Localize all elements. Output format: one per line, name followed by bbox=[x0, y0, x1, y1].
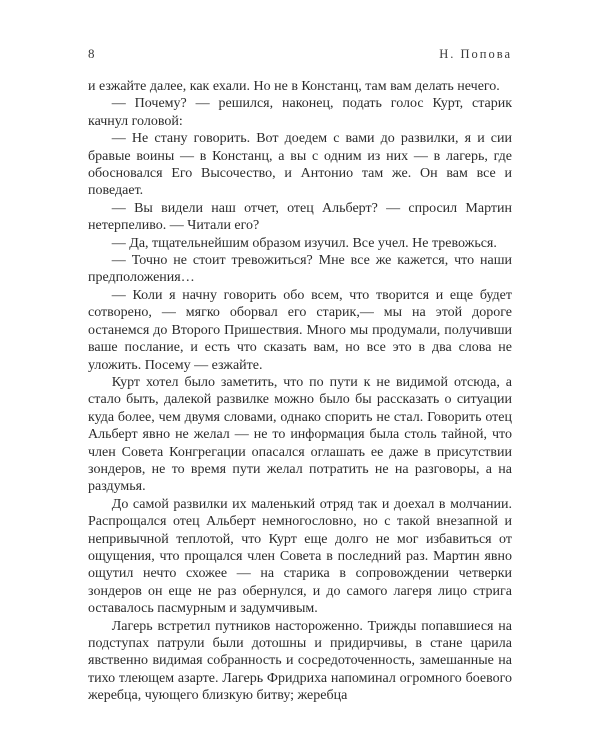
paragraph: — Да, тщательнейшим образом изучил. Все учел. Не тревожься. bbox=[111, 235, 497, 251]
page-header bbox=[88, 46, 512, 62]
paragraph: и езжайте далее, как ехали. Но не в Констанц, там вам делать нечего. bbox=[88, 79, 500, 94]
author-running-head: Н. Попова bbox=[439, 47, 512, 61]
body-text bbox=[88, 78, 512, 705]
paragraph: — Вы видели наш отчет, отец Альберт? — спросил Мартин нетерпеливо. — Читали его? bbox=[88, 200, 512, 234]
paragraph: — Точно не стоит тревожиться? Мне все же кажется, что наши предположения… bbox=[88, 253, 512, 286]
page-number: 8 bbox=[88, 46, 95, 61]
paragraph: Курт хотел было заметить, что по пути к не видимой отсюда, а стало быть, далекой развилке можно было бы рассказать о ситуации куда более, чем двумя словами, однако спорить не стал. Говорить отец Альберт явно не желал — не то информация была столь тайной, что член Совета Конгрегации опасался оглашать ее даже в присутствии зондеров, не то время пути желал потратить не на разговоры, а на раздумья. bbox=[88, 374, 512, 495]
paragraph: До самой развилки их маленький отряд так и доехал в молчании. Распрощался отец Альберт немногословно, но с такой внезапной и непривычной теплотой, что Курт еще долго не мог избавиться от ощущения, что прощался член Совета в последний раз. Мартин явно ощутил нечто схожее — на старика в сопровождении четверки зондеров он еще не раз обернулся, и до самого лагеря лицо стрига оставалось пасмурным и задумчивым. bbox=[88, 496, 512, 617]
paragraph: — Почему? — решился, наконец, подать голос Курт, старик качнул головой: bbox=[88, 96, 512, 129]
paragraph: — Не стану говорить. Вот доедем с вами до развилки, я и сии бравые воины — в Констанц, а вы с одним из них — в лагерь, где обосновался Его Высочество, и Антонио там же. Он вам все и поведает. bbox=[88, 131, 512, 199]
paragraph: — Коли я начну говорить обо всем, что творится и еще будет сотворено, — мягко оборвал его старик,— мы на этой дороге останемся до Второго Пришествия. Много мы продумали, получивши ваше послание, и есть что сказать вам, но все это в два слова не уложить. Посему — езжайте. bbox=[88, 287, 512, 373]
paragraph: Лагерь встретил путников настороженно. Трижды попавшиеся на подступах патрули были дотошны и придирчивы, в стане царила явственно видимая собранность и сосредоточенность, замешанные на тихо тлеющем азарте. Лагерь Фридриха напоминал огромного боевого жеребца, чующего близкую битву; жеребца bbox=[88, 618, 512, 704]
